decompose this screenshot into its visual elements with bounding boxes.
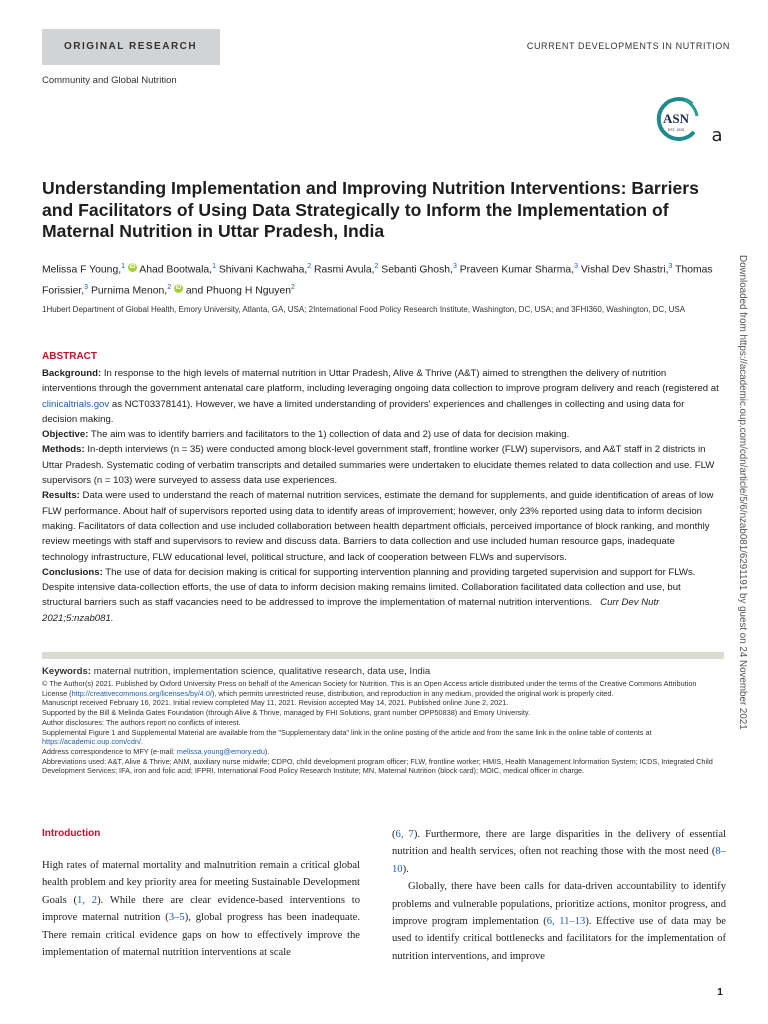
author-name[interactable]: Melissa F Young, xyxy=(42,264,122,276)
body-column-left xyxy=(42,857,360,961)
abstract-methods: Methods: In-depth interviews (n = 35) were conducted among block-level government staff, frontline worker (FLW) supervisors, and A&T staff in 2 districts in Uttar Pradesh. Systematic coding of verbatim transcripts and detailed summaries were undertaken to elucidate themes related to data collection and use. FLW supervisors (n = 103) were surveyed to assess data use experiences. xyxy=(42,444,715,487)
affiliation-ref[interactable]: 2 xyxy=(374,263,379,270)
copyright-notice: © The Author(s) 2021. Published by Oxford University Press on behalf of the American Society for Nutrition. This is an Open Access article distributed under the terms of the Creative Commons Attribution License (http://creativecommons.org/licenses/by/4.0/), which permits unrestricted reuse, distribution, and reproduction in any medium, provided the original work is properly cited. xyxy=(42,679,697,698)
supplemental-link[interactable]: https://academic.oup.com/cdn/. xyxy=(42,737,143,747)
email-link[interactable]: melissa.young@emory.edu xyxy=(176,746,265,756)
orcid-icon[interactable]: iD xyxy=(129,264,136,270)
affiliations: 1Hubert Department of Global Health, Emory University, Atlanta, GA, USA; 2International Food Policy Research Institute, Washington, DC, USA; and 3FHI360, Washington, DC, USA xyxy=(42,305,686,314)
abstract-label: Background: xyxy=(42,368,102,379)
abstract-label: Methods: xyxy=(42,444,85,456)
affiliation-ref[interactable]: 2 xyxy=(307,263,312,270)
author-name[interactable]: Rasmi Avula, xyxy=(314,264,375,276)
body-column-right xyxy=(392,826,726,965)
keywords: Keywords: maternal nutrition, implementation science, qualitative research, data use, India xyxy=(42,666,431,677)
keywords-label: Keywords: xyxy=(42,666,92,677)
abstract-divider xyxy=(42,652,724,659)
affiliation-ref[interactable]: 1 xyxy=(212,263,216,270)
reference-link[interactable]: 8–10 xyxy=(392,846,726,875)
author-name[interactable]: and Phuong H Nguyen xyxy=(185,285,292,297)
download-note: Downloaded from https://academic.oup.com/cdn/article/5/6/nzab081/6291191 by guest on 24 November 2021 xyxy=(737,255,748,730)
affiliation-ref[interactable]: 3 xyxy=(668,263,673,270)
paragraph: (6, 7). Furthermore, there are large disparities in the delivery of essential nutrition and health services, often not reaching those with the most need (8–10). xyxy=(392,829,727,875)
abstract-body xyxy=(42,366,722,626)
download-watermark xyxy=(736,255,748,765)
affiliation-ref[interactable]: 3 xyxy=(84,284,89,292)
author-list xyxy=(42,258,722,301)
article-type-label: ORIGINAL RESEARCH xyxy=(64,41,198,52)
reference-link[interactable]: 6, 11–13 xyxy=(546,916,586,928)
affiliation-ref[interactable]: 1 xyxy=(121,263,126,270)
page-number: 1 xyxy=(717,986,723,998)
asn-logo[interactable] xyxy=(652,96,700,144)
abstract-results: Results: Data were used to understand the reach of maternal nutrition services, estimate the demand for supplements, and guide identification of areas of low FLW performance. About half of supervisors reported using data to identify areas of improvement; however, only 23% reported using data to inform decision making. Facilitators of data collection and use included collaboration between health department officials, perceived importance of block ranking, and monthly review meetings with staff and supervisors to review and discuss data. Barriers to data collection and use included human resource gaps, inadequate technology infrastructure, FLW educational level, political structure, and lack of cooperation between FLWs and supervisors. xyxy=(42,490,714,563)
author-name[interactable]: Shivani Kachwaha, xyxy=(218,264,308,276)
supplemental-note: Supplemental Figure 1 and Supplemental Material are available from the "Supplementary data" link in the online posting of the article and from the same link in the online table of contents at https://academic.oup.com/cdn/. xyxy=(42,727,652,747)
article-metadata xyxy=(42,665,722,776)
author-name[interactable]: Praveen Kumar Sharma, xyxy=(459,264,575,276)
funding-note: Supported by the Bill & Melinda Gates Foundation (through Alive & Thrive, managed by FHI Solutions, grant number OPP50838) and Emory University. xyxy=(42,708,531,718)
disclosures: Author disclosures: The authors report no conflicts of interest. xyxy=(42,717,241,727)
license-link[interactable]: http://creativecommons.org/licenses/by/4.0/ xyxy=(71,688,212,698)
reference-link[interactable]: 1, 2 xyxy=(77,894,98,906)
asn-logo-text: ASN xyxy=(662,111,690,126)
abstract-heading: ABSTRACT xyxy=(42,351,97,362)
asn-logo-subtext: EST. 1928 xyxy=(667,128,685,132)
reference-link[interactable]: 6, 7 xyxy=(395,829,414,840)
author-name[interactable]: Thomas Forissier, xyxy=(42,264,713,297)
affiliation-ref[interactable]: 3 xyxy=(574,263,578,270)
affiliation-ref[interactable]: 2 xyxy=(291,284,295,292)
abstract-conclusions: Conclusions: The use of data for decision making is critical for supporting intervention planning and providing targeted supervision and support for FLWs. Despite intensive data-collection efforts, the use of data to inform decision making remains limited. Collaboration facilitated data collection and use, but structural barriers such as staff vacancies need to be addressed to improve the implementation of maternal nutrition interventions. Curr Dev Nutr 2021;5:nzab081. xyxy=(42,566,696,624)
registry-link[interactable]: clinicaltrials.gov xyxy=(42,398,110,410)
open-access-icon[interactable] xyxy=(707,123,727,145)
journal-name: CURRENT DEVELOPMENTS IN NUTRITION xyxy=(526,41,730,51)
author-name[interactable]: Purnima Menon, xyxy=(90,285,168,297)
author-name[interactable]: Sebanti Ghosh, xyxy=(381,264,453,276)
paragraph: High rates of maternal mortality and malnutrition remain a critical global health problem and key priority area for meeting Sustainable Development Goals (1, 2). While there are clear evidence-based interventions to improve maternal nutrition (3–5), global progress has been inadequate. There remain critical evidence gaps on how to effectively improve the implementation of maternal nutrition interventions at scale xyxy=(42,860,360,959)
abstract-label: Conclusions: xyxy=(42,566,103,578)
abstract-objective: Objective: The aim was to identify barriers and facilitators to the 1) collection of data and 2) use of data for decision making. xyxy=(42,429,570,441)
author-name[interactable]: Ahad Bootwala, xyxy=(139,264,213,276)
manuscript-dates: Manuscript received February 16, 2021. Initial review completed May 11, 2021. Revision accepted May 14, 2021. Published online June 2, 2021. xyxy=(42,698,509,708)
author-name[interactable]: Vishal Dev Shastri, xyxy=(580,264,669,276)
article-type-banner xyxy=(42,29,220,65)
citation: Curr Dev Nutr 2021;5:nzab081. xyxy=(42,597,660,624)
abstract-background: Background: In response to the high levels of maternal nutrition in Uttar Pradesh, Alive & Thrive (A&T) aimed to strengthen the delivery of nutrition interventions through the government antenatal care platform, including leveraging ongoing data collection to improve program delivery and reach (registered at clinicaltrials.gov as NCT03378141). However, we have a limited understanding of providers' experiences and challenges in collecting and using data for decision making. xyxy=(42,368,719,425)
abstract-label: Objective: xyxy=(42,429,89,441)
affiliation-ref[interactable]: 2 xyxy=(167,284,172,292)
introduction-heading: Introduction xyxy=(42,828,101,839)
abbreviations: Abbreviations used: A&T, Alive & Thrive; ANM, auxiliary nurse midwife; CDPO, child development program officer; FLW, frontline worker; HMIS, Health Management Information System; ICDS, Integrated Child Development Services; IFA, iron and folic acid; IFPRI, International Food Policy Research Institute; MN, Maternal Nutrition (block card); MOIC, medical officer in charge. xyxy=(42,756,713,776)
orcid-icon[interactable]: iD xyxy=(175,285,182,292)
paragraph: Globally, there have been calls for data-driven accountability to identify problems and vulnerable populations, prioritize actions, monitor progress, and improve program implementation (6, 11–13). Effective use of data may be used to identify critical bottlenecks and facilitators for the implementation of nutrition interventions, and improve xyxy=(392,881,727,962)
affiliation-ref[interactable]: 3 xyxy=(452,263,457,270)
article-title: Understanding Implementation and Improving Nutrition Interventions: Barriers and Facilitators of Using Data Strategically to Inform the Implementation of Maternal Nutrition in Uttar Pradesh, India xyxy=(42,178,699,241)
open-access-glyph: a xyxy=(711,125,723,145)
abstract-label: Results: xyxy=(42,490,80,502)
section-label: Community and Global Nutrition xyxy=(42,75,177,86)
correspondence: Address correspondence to MFY (e-mail: melissa.young@emory.edu). xyxy=(42,746,270,756)
reference-link[interactable]: 3–5 xyxy=(168,912,185,924)
